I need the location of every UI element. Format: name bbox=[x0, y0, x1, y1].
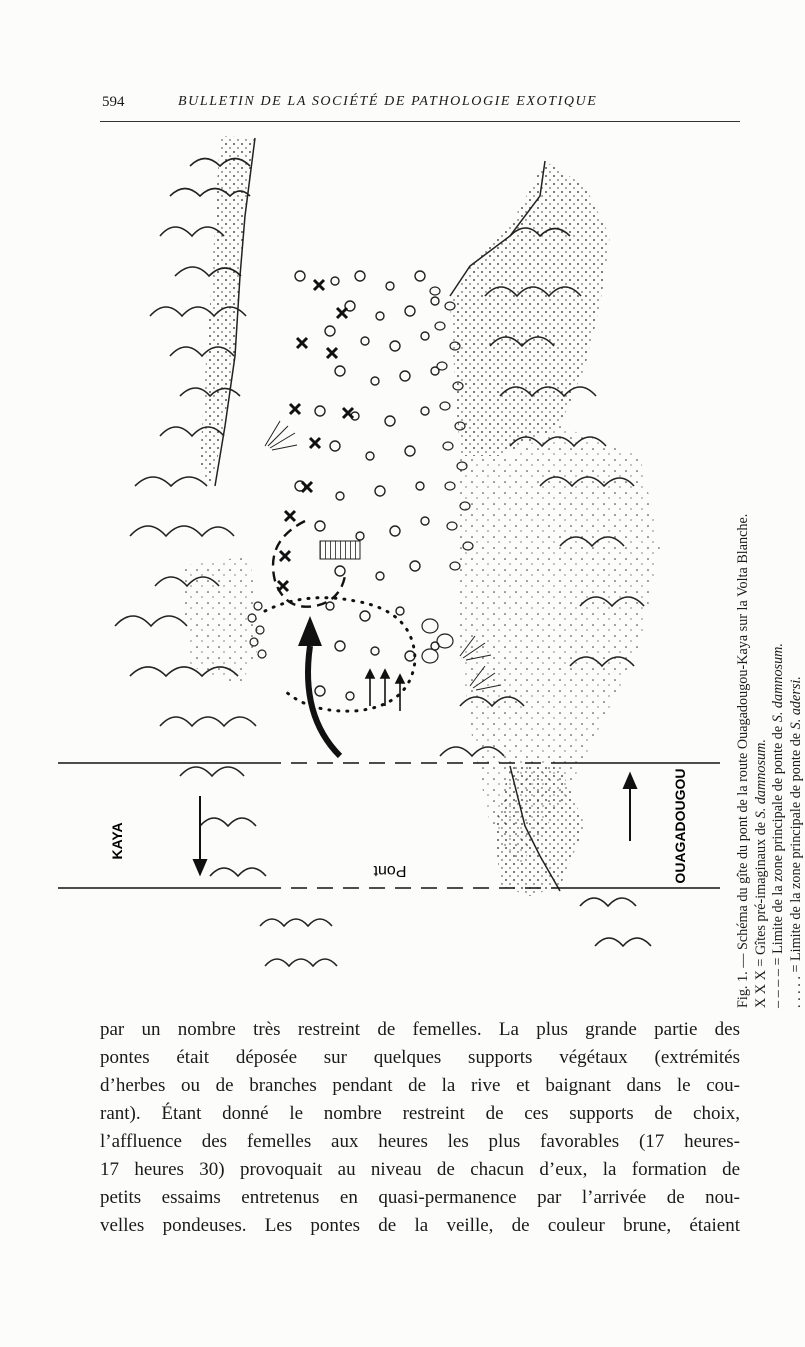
body-line: rant). Étant donné le nombre restreint de ces supports de choix, bbox=[100, 1103, 740, 1124]
legend-2-text: = Limite de la zone principale de ponte de bbox=[770, 725, 786, 966]
legend-3-text: = Limite de la zone principale de ponte de bbox=[787, 732, 804, 973]
flow-arrows bbox=[366, 670, 404, 711]
damnosum-limit bbox=[273, 521, 345, 607]
running-title: BULLETIN DE LA SOCIÉTÉ DE PATHOLOGIE EXOTIQUE bbox=[178, 94, 598, 109]
header-rule bbox=[100, 121, 740, 122]
legend-3-symbol: . . . . . bbox=[787, 976, 804, 1008]
body-line: pontes était déposée sur quelques supports végétaux (extrémités bbox=[100, 1047, 740, 1068]
body-line: l’affluence des femelles aux heures les plus favorables (17 heures- bbox=[100, 1131, 740, 1152]
legend-2-species: S. damnosum. bbox=[770, 643, 786, 723]
kaya-label: KAYA bbox=[109, 822, 125, 860]
legend-3-species: S. adersi. bbox=[787, 676, 804, 730]
body-line: par un nombre très restreint de femelles. La plus grande partie des bbox=[100, 1019, 740, 1040]
caption-title: Fig. 1. — Schéma du gîte du pont de la route Ouagadougou-Kaya sur la Volta Blanche. bbox=[735, 513, 751, 1008]
body-line: d’herbes ou de branches pendant de la rive et baignant dans le cou- bbox=[100, 1075, 740, 1096]
right-sand-bank bbox=[450, 161, 610, 456]
legend-1-text: = Gîtes pré-imaginaux de bbox=[752, 821, 769, 967]
adersi-limit bbox=[265, 598, 415, 712]
bridge-label: Pont bbox=[373, 862, 407, 879]
hatched-structure bbox=[320, 541, 360, 559]
page-header bbox=[100, 92, 740, 122]
body-line: petits essaims entretenus en quasi-permanence par l’arrivée de nou- bbox=[100, 1187, 740, 1208]
bottom-right-bank bbox=[495, 766, 585, 896]
legend-1-symbol: X X X bbox=[752, 970, 769, 1008]
ouaga-arrow bbox=[624, 774, 636, 841]
figure-caption bbox=[735, 258, 805, 1008]
page-number: 594 bbox=[102, 94, 125, 110]
legend-1-species: S. damnosum. bbox=[752, 739, 769, 819]
current-arrow bbox=[308, 646, 340, 756]
caption-legend-1 bbox=[753, 258, 771, 1008]
legend-2-symbol: – – – – bbox=[770, 968, 786, 1008]
kaya-arrow bbox=[194, 796, 206, 874]
caption-legend-2 bbox=[770, 258, 788, 1008]
body-paragraph bbox=[100, 1016, 740, 1240]
river-site-diagram bbox=[40, 126, 720, 1006]
body-line: 17 heures 30) provoquait au niveau de chacun d’eux, la formation de bbox=[100, 1159, 740, 1180]
body-line: velles pondeuses. Les pontes de la veille, de couleur brune, étaient bbox=[100, 1215, 740, 1236]
ouagadougou-label: OUAGADOUGOU bbox=[672, 768, 688, 884]
caption-legend-3 bbox=[788, 258, 805, 1008]
